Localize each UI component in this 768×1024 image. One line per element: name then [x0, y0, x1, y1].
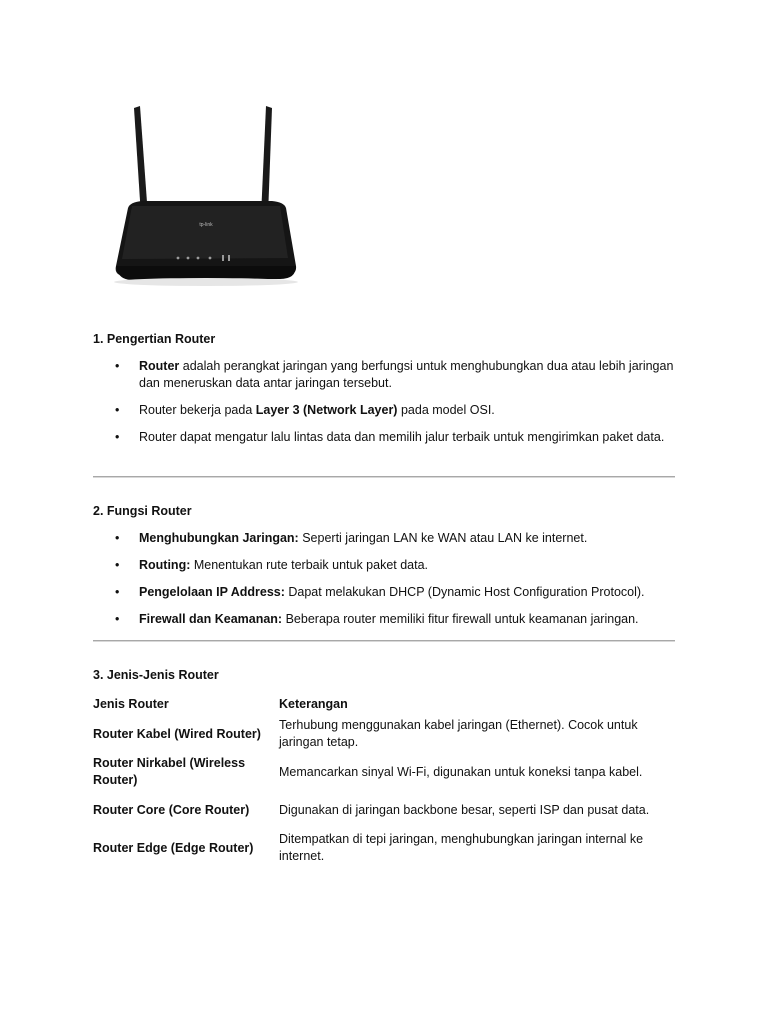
router-brand-logo: tp-link	[199, 222, 213, 228]
table-row	[93, 791, 675, 829]
item-text: pada model OSI.	[397, 403, 495, 417]
item-term: Menghubungkan Jaringan:	[139, 531, 299, 545]
list-item	[93, 530, 675, 547]
table-row	[93, 753, 675, 791]
table-row	[93, 715, 675, 753]
item-text: Menentukan rute terbaik untuk paket data.	[190, 558, 429, 572]
pengertian-list	[93, 358, 675, 456]
router-type-description: Terhubung menggunakan kabel jaringan (Ethernet). Cocok untuk jaringan tetap.	[279, 718, 638, 749]
list-item	[93, 557, 675, 574]
column-header-keterangan: Keterangan	[279, 696, 348, 711]
bullet-icon: •	[115, 612, 120, 626]
item-text: adalah perangkat jaringan yang berfungsi untuk menghubungkan dua atau lebih jaringan dan meneruskan data antar jaringan tersebut.	[139, 359, 674, 390]
bullet-icon: •	[115, 585, 120, 599]
item-term: Router	[139, 359, 180, 373]
router-type-description: Ditempatkan di tepi jaringan, menghubungkan jaringan internal ke internet.	[279, 832, 644, 863]
bullet-icon: •	[115, 558, 120, 572]
item-text: Beberapa router memiliki fitur firewall untuk keamanan jaringan.	[282, 612, 639, 626]
router-type-description: Memancarkan sinyal Wi-Fi, digunakan untuk koneksi tanpa kabel.	[279, 764, 643, 779]
section-heading-jenis: 3. Jenis-Jenis Router	[93, 668, 219, 682]
table-header-row	[93, 693, 675, 715]
router-type-description: Digunakan di jaringan backbone besar, seperti ISP dan pusat data.	[279, 802, 650, 817]
item-term: Layer 3 (Network Layer)	[255, 403, 398, 417]
router-type-name: Router Edge (Edge Router)	[93, 840, 254, 855]
fungsi-list	[93, 530, 675, 638]
item-text: Router dapat mengatur lalu lintas data dan memilih jalur terbaik untuk mengirimkan paket data.	[139, 430, 665, 444]
table-row	[93, 829, 675, 867]
bullet-icon: •	[115, 430, 120, 444]
router-type-name: Router Kabel (Wired Router)	[93, 726, 261, 741]
section-divider	[93, 476, 675, 478]
item-text: Seperti jaringan LAN ke WAN atau LAN ke internet.	[298, 531, 588, 545]
item-term: Pengelolaan IP Address:	[139, 585, 285, 599]
list-item	[93, 611, 675, 628]
router-icon	[108, 98, 308, 288]
item-text: Router bekerja pada	[139, 403, 256, 417]
router-types-table	[93, 693, 675, 867]
item-text: Dapat melakukan DHCP (Dynamic Host Configuration Protocol).	[284, 585, 645, 599]
router-type-name: Router Nirkabel (Wireless Router)	[93, 756, 246, 787]
router-image	[108, 98, 308, 288]
column-header-jenis: Jenis Router	[93, 696, 169, 711]
bullet-icon: •	[115, 359, 120, 373]
router-type-name: Router Core (Core Router)	[93, 802, 250, 817]
list-item	[93, 584, 675, 601]
section-heading-fungsi: 2. Fungsi Router	[93, 504, 192, 518]
bullet-icon: •	[115, 403, 120, 417]
item-term: Firewall dan Keamanan:	[139, 612, 283, 626]
list-item	[93, 429, 675, 446]
list-item	[93, 402, 675, 419]
section-heading-pengertian: 1. Pengertian Router	[93, 332, 216, 346]
item-term: Routing:	[139, 558, 191, 572]
section-divider	[93, 640, 675, 642]
bullet-icon: •	[115, 531, 120, 545]
list-item	[93, 358, 675, 392]
